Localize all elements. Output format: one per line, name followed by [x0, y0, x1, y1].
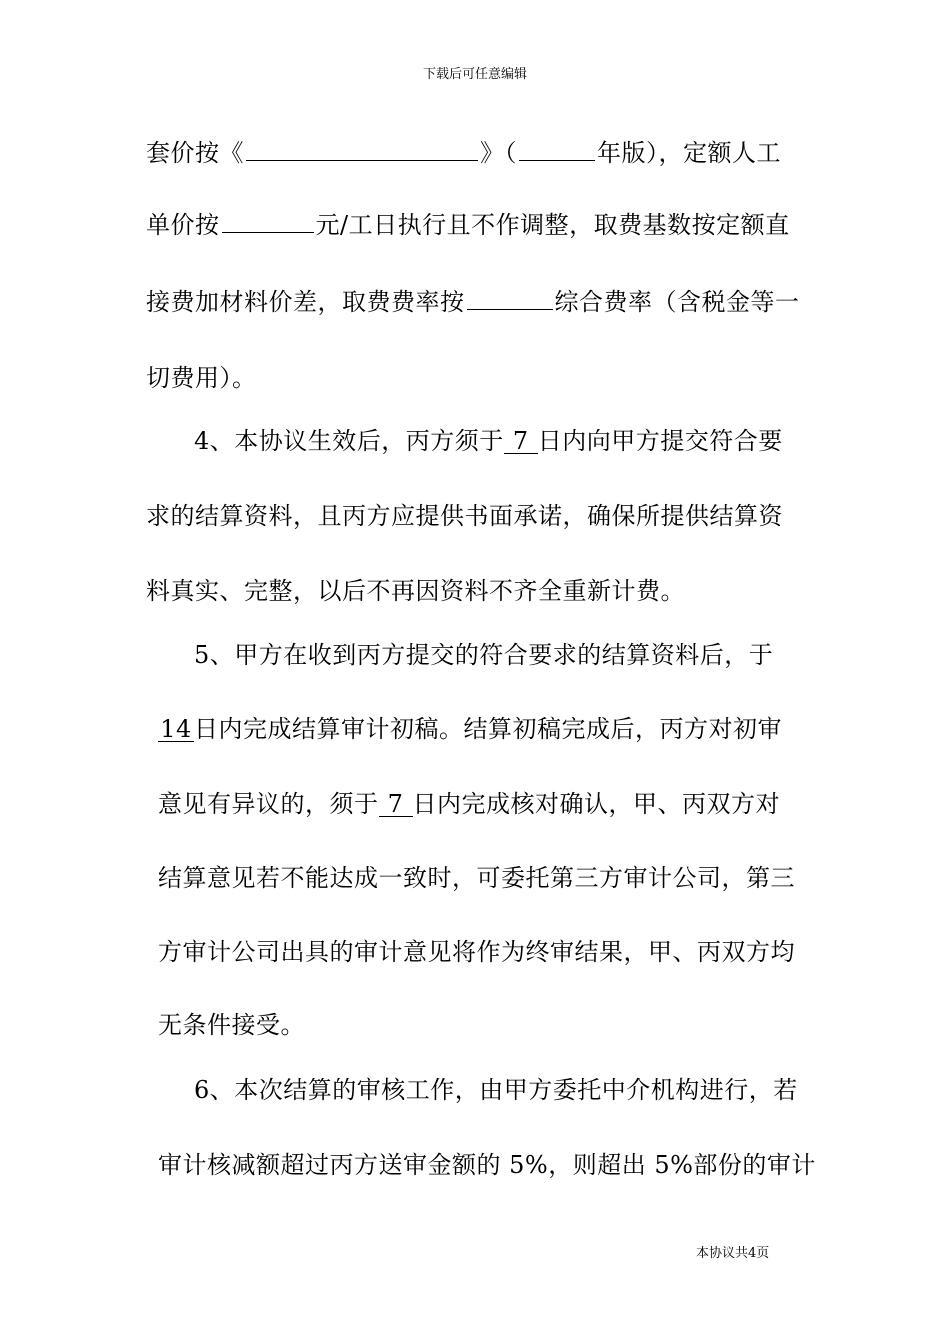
- text-segment: 日内完成结算审计初稿。结算初稿完成后，丙方对初审: [194, 715, 782, 743]
- page-footer: 本协议共4页: [696, 1246, 770, 1261]
- filled-field-days: 14: [158, 717, 194, 742]
- filled-field-days: 7: [504, 429, 538, 454]
- clause-6-line-1: [194, 1075, 798, 1105]
- text-segment: 套价按《: [146, 139, 244, 167]
- blank-field-fee-rate: [467, 287, 553, 310]
- text-segment: 方审计公司出具的审计意见将作为终审结果，甲、丙双方均: [158, 938, 795, 966]
- page-header: 下载后可任意编辑: [422, 67, 527, 82]
- clause-6-line-2: [158, 1150, 816, 1180]
- blank-field-quota-name: [246, 138, 478, 161]
- clause-4-line-1: [194, 426, 783, 456]
- text-segment: 综合费率（含税金等一: [554, 288, 800, 316]
- clause-4-line-2: [146, 501, 783, 531]
- text-segment: 日内向甲方提交符合要: [537, 427, 783, 455]
- blank-field-year: [519, 138, 595, 161]
- text-segment: 4、本协议生效后，丙方须于: [194, 427, 504, 455]
- clause-5-line-3: [158, 789, 780, 819]
- text-segment: 料真实、完整，以后不再因资料不齐全重新计费。: [146, 577, 685, 605]
- text-segment: 元/工日执行且不作调整，取费基数按定额直: [315, 211, 790, 239]
- clause-5-line-6: [158, 1010, 305, 1040]
- text-segment: 日内完成核对确认，甲、丙双方对: [412, 790, 780, 818]
- text-segment: 年版），定额人工: [597, 139, 781, 167]
- text-line-3: [146, 287, 800, 317]
- filled-field-days: 7: [379, 792, 413, 817]
- text-segment: 切费用）。: [146, 364, 257, 392]
- clause-5-line-2: [158, 714, 782, 744]
- clause-5-line-5: [158, 937, 795, 967]
- clause-4-line-3: [146, 576, 685, 606]
- text-segment: 6、本次结算的审核工作，由甲方委托中介机构进行，若: [194, 1076, 798, 1104]
- text-segment: 意见有异议的，须于: [158, 790, 379, 818]
- blank-field-labor-price: [222, 210, 314, 233]
- text-line-4: [146, 363, 257, 393]
- text-segment: 求的结算资料，且丙方应提供书面承诺，确保所提供结算资: [146, 502, 783, 530]
- clause-5-line-4: [158, 863, 795, 893]
- clause-5-line-1: [194, 640, 773, 670]
- text-segment: 单价按: [146, 211, 220, 239]
- text-line-2: [146, 210, 790, 240]
- text-segment: 结算意见若不能达成一致时，可委托第三方审计公司，第三: [158, 864, 795, 892]
- text-segment: 5、甲方在收到丙方提交的符合要求的结算资料后，于: [194, 641, 774, 669]
- text-segment: 无条件接受。: [158, 1011, 305, 1039]
- text-segment: 审计核减额超过丙方送审金额的 5%，则超出 5%部份的审计: [158, 1151, 816, 1179]
- text-line-1: [146, 138, 781, 168]
- text-segment: 接费加材料价差，取费费率按: [146, 288, 465, 316]
- text-segment: 》（: [480, 139, 517, 167]
